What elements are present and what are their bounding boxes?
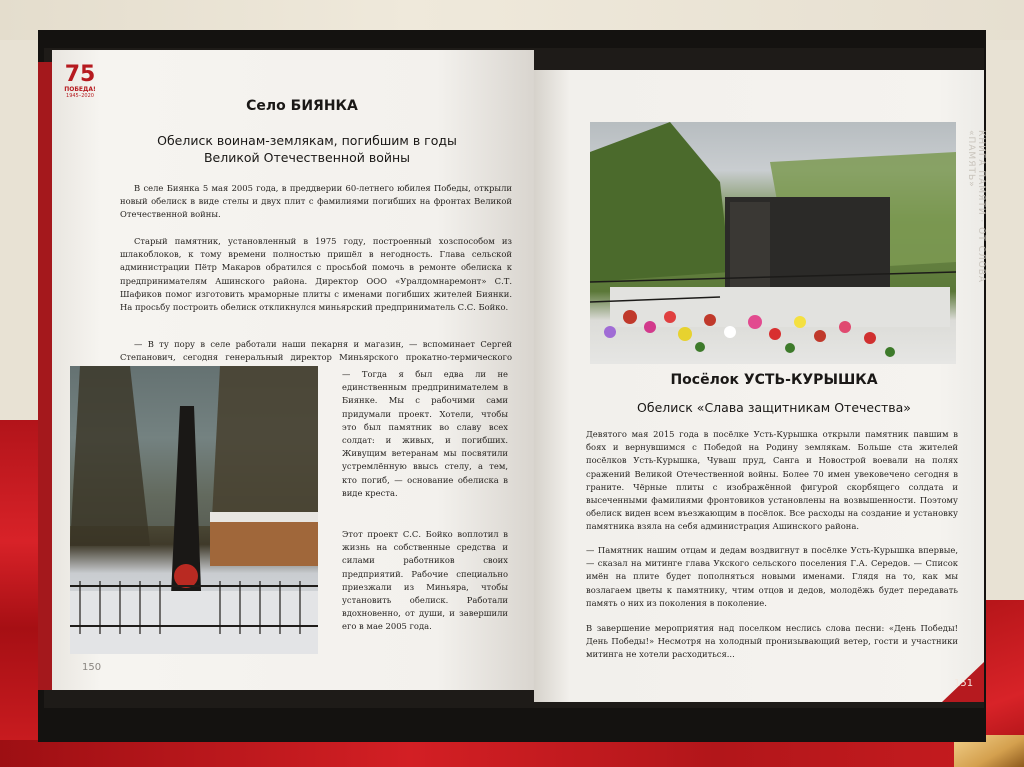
left-page-title: Село БИЯНКА: [246, 98, 358, 114]
red-ribbon-bottom: [0, 740, 1024, 767]
left-quote: — Тогда я был едва ли не единственным предпринимателем в Биянке. Мы с рабочими сами придумали проект. Хотели, чтобы это был памятник во славу всех солдат: и живых, и погибших. Живущим ветеранам мы посвятили устремлённую ввысь стелу, а тем, кто погиб, — основание обелиска в виде креста.: [342, 369, 508, 498]
left-paragraph-2: Старый памятник, установленный в 1975 году, построенный хозспособом из шлакоблоков, к тому времени полностью пришёл в негодность. Глава сельской администрации Пётр Макаров обратился с просьбой помочь в ремонте обелиска к предпринимателям Ашинского района. Директор ООО «Уралдомнаремонт» С.Т. Шафиков помог изготовить мраморные плиты с именами погибших жителей Биянки. На просьбу построить обелиск откликнулся миньярский предприниматель С.С. Бойко.: [120, 236, 512, 313]
obelisk-scene: [70, 366, 318, 654]
left-paragraph-1: В селе Биянка 5 мая 2005 года, в преддверии 60-летнего юбилея Победы, открыли новый обелиск в виде стелы и двух плит с фамилиями погибших на фронтах Великой Отечественной войны.: [120, 183, 512, 220]
left-page-number: 150: [82, 662, 102, 673]
left-paragraph-3: — В ту пору в селе работали наши пекарня и магазин, — вспоминает Сергей Степанович, сегодня генеральный директор Миньярского прокатно-термического: [120, 339, 512, 363]
right-page-number: 151: [954, 678, 974, 689]
right-page: [534, 70, 984, 702]
monument-scene: [590, 122, 956, 364]
left-page: [52, 50, 534, 690]
logo-years: 1945–2020: [66, 93, 94, 99]
victory-75-logo: [62, 64, 98, 100]
right-paragraph-2: — Памятник нашим отцам и дедам воздвигнут в посёлке Усть-Курышка впервые, — сказал на митинге глава Укского сельского поселения Г.А. Середов. — Список имён на плите будет пополняться новыми именами. Глядя на то, как мы возлагаем цветы к памятнику, чтим отцов и дедов, молодёжь будет передавать память о них из поколения в поколение.: [586, 545, 958, 608]
logo-text: ПОБЕДА!: [64, 86, 96, 93]
right-page-title: Посёлок УСТЬ-КУРЫШКА: [670, 372, 878, 388]
right-paragraph-3: В завершение мероприятия над поселком неслись слова песни: «День Победы! День Победы!» Несмотря на холодный пронизывающий ветер, гости и участники митинга не хотели расходиться...: [586, 623, 958, 660]
biyanka-obelisk-photo: [70, 366, 318, 654]
logo-number: 75: [64, 62, 96, 87]
left-page-subtitle: Обелиск воинам-землякам, погибшим в годы Великой Отечественной войны: [157, 133, 457, 165]
left-closing: Этот проект С.С. Бойко воплотил в жизнь на собственные средства и силами работников своих предприятий. Рабочие специально приезжали из Миньяра, чтобы установить обелиск. Работали вдохновенно, от души, и завершили его в мае 2005 года.: [342, 529, 508, 632]
ust-kuryshka-monument-photo: [590, 122, 956, 364]
right-paragraph-1: Девятого мая 2015 года в посёлке Усть-Курышка открыли памятник павшим в боях и вернувшимся с Победой на Родину землякам. Больше ста жителей посёлков Усть-Курышка, Чуваш пруд, Санга и Новострой воевали на полях сражений Великой Отечественной войны. Более 70 имен увековечено сегодня в граните. Чёрные плиты с изображённой фигурой скорбящего солдата и высеченными фамилиями фронтовиков установлены на возвышенности. Поэтому обелиск виден всем въезжающим в посёлок. Все расходы на создание и установку памятника взяла на себя администрация Ашинского района.: [586, 429, 958, 532]
right-page-subtitle: Обелиск «Слава защитникам Отечества»: [637, 400, 911, 415]
side-running-title: КНИГА ПАМЯТИ · ОТ СЛОВА «ПАМЯТЬ»: [966, 130, 986, 284]
